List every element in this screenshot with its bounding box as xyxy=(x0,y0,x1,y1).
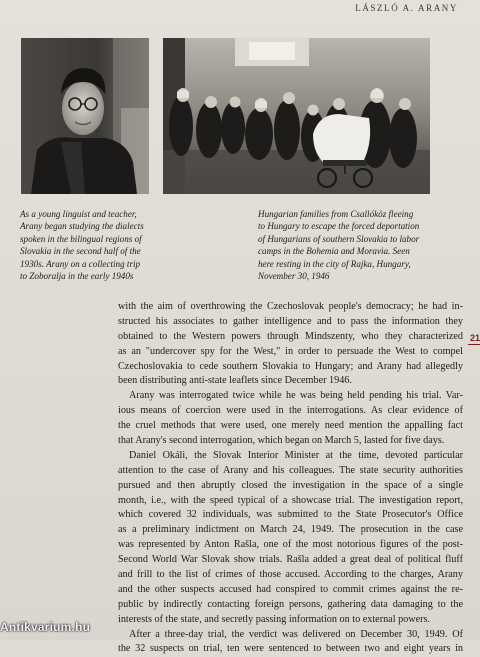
body-line: Arany was interrogated twice while he was being held pending his trial. Var- xyxy=(129,390,463,402)
body-text xyxy=(118,300,463,657)
body-line: been distributing anti-state leaflets since December 1946. xyxy=(118,375,352,387)
body-line: the 32 suspects on trial, ten were sentenced to between two and eight years in xyxy=(118,643,463,655)
body-line: attention to the case of Arany and his colleagues. The state security authorities xyxy=(118,464,463,476)
body-line: After a three-day trial, the verdict was delivered on December 30, 1949. Of xyxy=(129,628,463,640)
body-line: with the aim of overthrowing the Czechoslovak people's democracy; he had in- xyxy=(118,301,463,312)
page-number-rule xyxy=(468,344,480,345)
body-line: ious means of coercion were used in the interrogations. As clear evidence of xyxy=(118,405,463,417)
body-line: that Arany's second interrogation, which began on March 5, lasted for five days. xyxy=(118,435,445,447)
body-line: public by indirectly contacting foreign persons, gathering data damaging to the xyxy=(118,598,463,610)
body-line: and the other suspects accused had conspired to commit crimes against the re- xyxy=(118,583,463,595)
refugee-photo-caption: Hungarian families from Csallóköz fleeing to Hungary to escape the forced deportation of Hungarians of southern Slovakia to labor camps in the Bohemia and Moravia. Seen here resting in the city of Rajka, Hungary, November 30, 1946 xyxy=(258,209,420,282)
body-line: the cruel methods that were used, one merely need mention the appalling fact xyxy=(118,420,463,432)
body-line: as a preliminary indictment on March 24, 1949. The prosecution in the case xyxy=(118,524,463,536)
portrait-photo xyxy=(21,38,149,194)
watermark: Antikvarium.hu xyxy=(0,620,91,634)
body-line: was represented by Anton Rašla, one of the most notorious figures of the post- xyxy=(118,539,463,551)
body-line: month, i.e., with the speed typical of a showcase trial. The investigation report, xyxy=(118,494,463,506)
portrait-caption: As a young linguist and teacher, Arany began studying the dialects spoken in the bilingual regions of Slovakia in the second half of the 1930s. Arany on a collecting trip to Zoboralja in the early 1940s xyxy=(20,209,144,282)
body-line: Czechoslovakia to cede southern Slovakia to Hungary; and Arany had allegedly xyxy=(118,360,463,372)
running-head: LÁSZLÓ A. ARANY xyxy=(355,3,458,13)
body-line: obtained to the Western powers through Mindszenty, who they characterized xyxy=(118,330,463,342)
body-line: interests of the state, and secretly passing information on to external powers. xyxy=(118,613,431,625)
body-line: which covered 32 individuals, was submitted to the State Prosecutor's Office xyxy=(118,509,463,521)
body-line: as an "undercover spy for the West," in order to persuade the West to compel xyxy=(118,345,463,357)
body-line: Second World War Slovak show trials. Rašla added a great deal of political fluff xyxy=(118,554,463,566)
page-number: 21 xyxy=(470,333,480,343)
body-line: Daniel Okáli, the Slovak Interior Minister at the time, devoted particular xyxy=(129,449,463,461)
body-line: pursued and then abruptly closed the investigation in the space of a single xyxy=(118,479,463,491)
refugee-families-photo xyxy=(163,38,430,194)
body-line: and frill to the list of crimes of those accused. According to the charges, Arany xyxy=(118,569,463,581)
body-line: structed his associates to gather intelligence and to pass the information they xyxy=(118,315,463,327)
